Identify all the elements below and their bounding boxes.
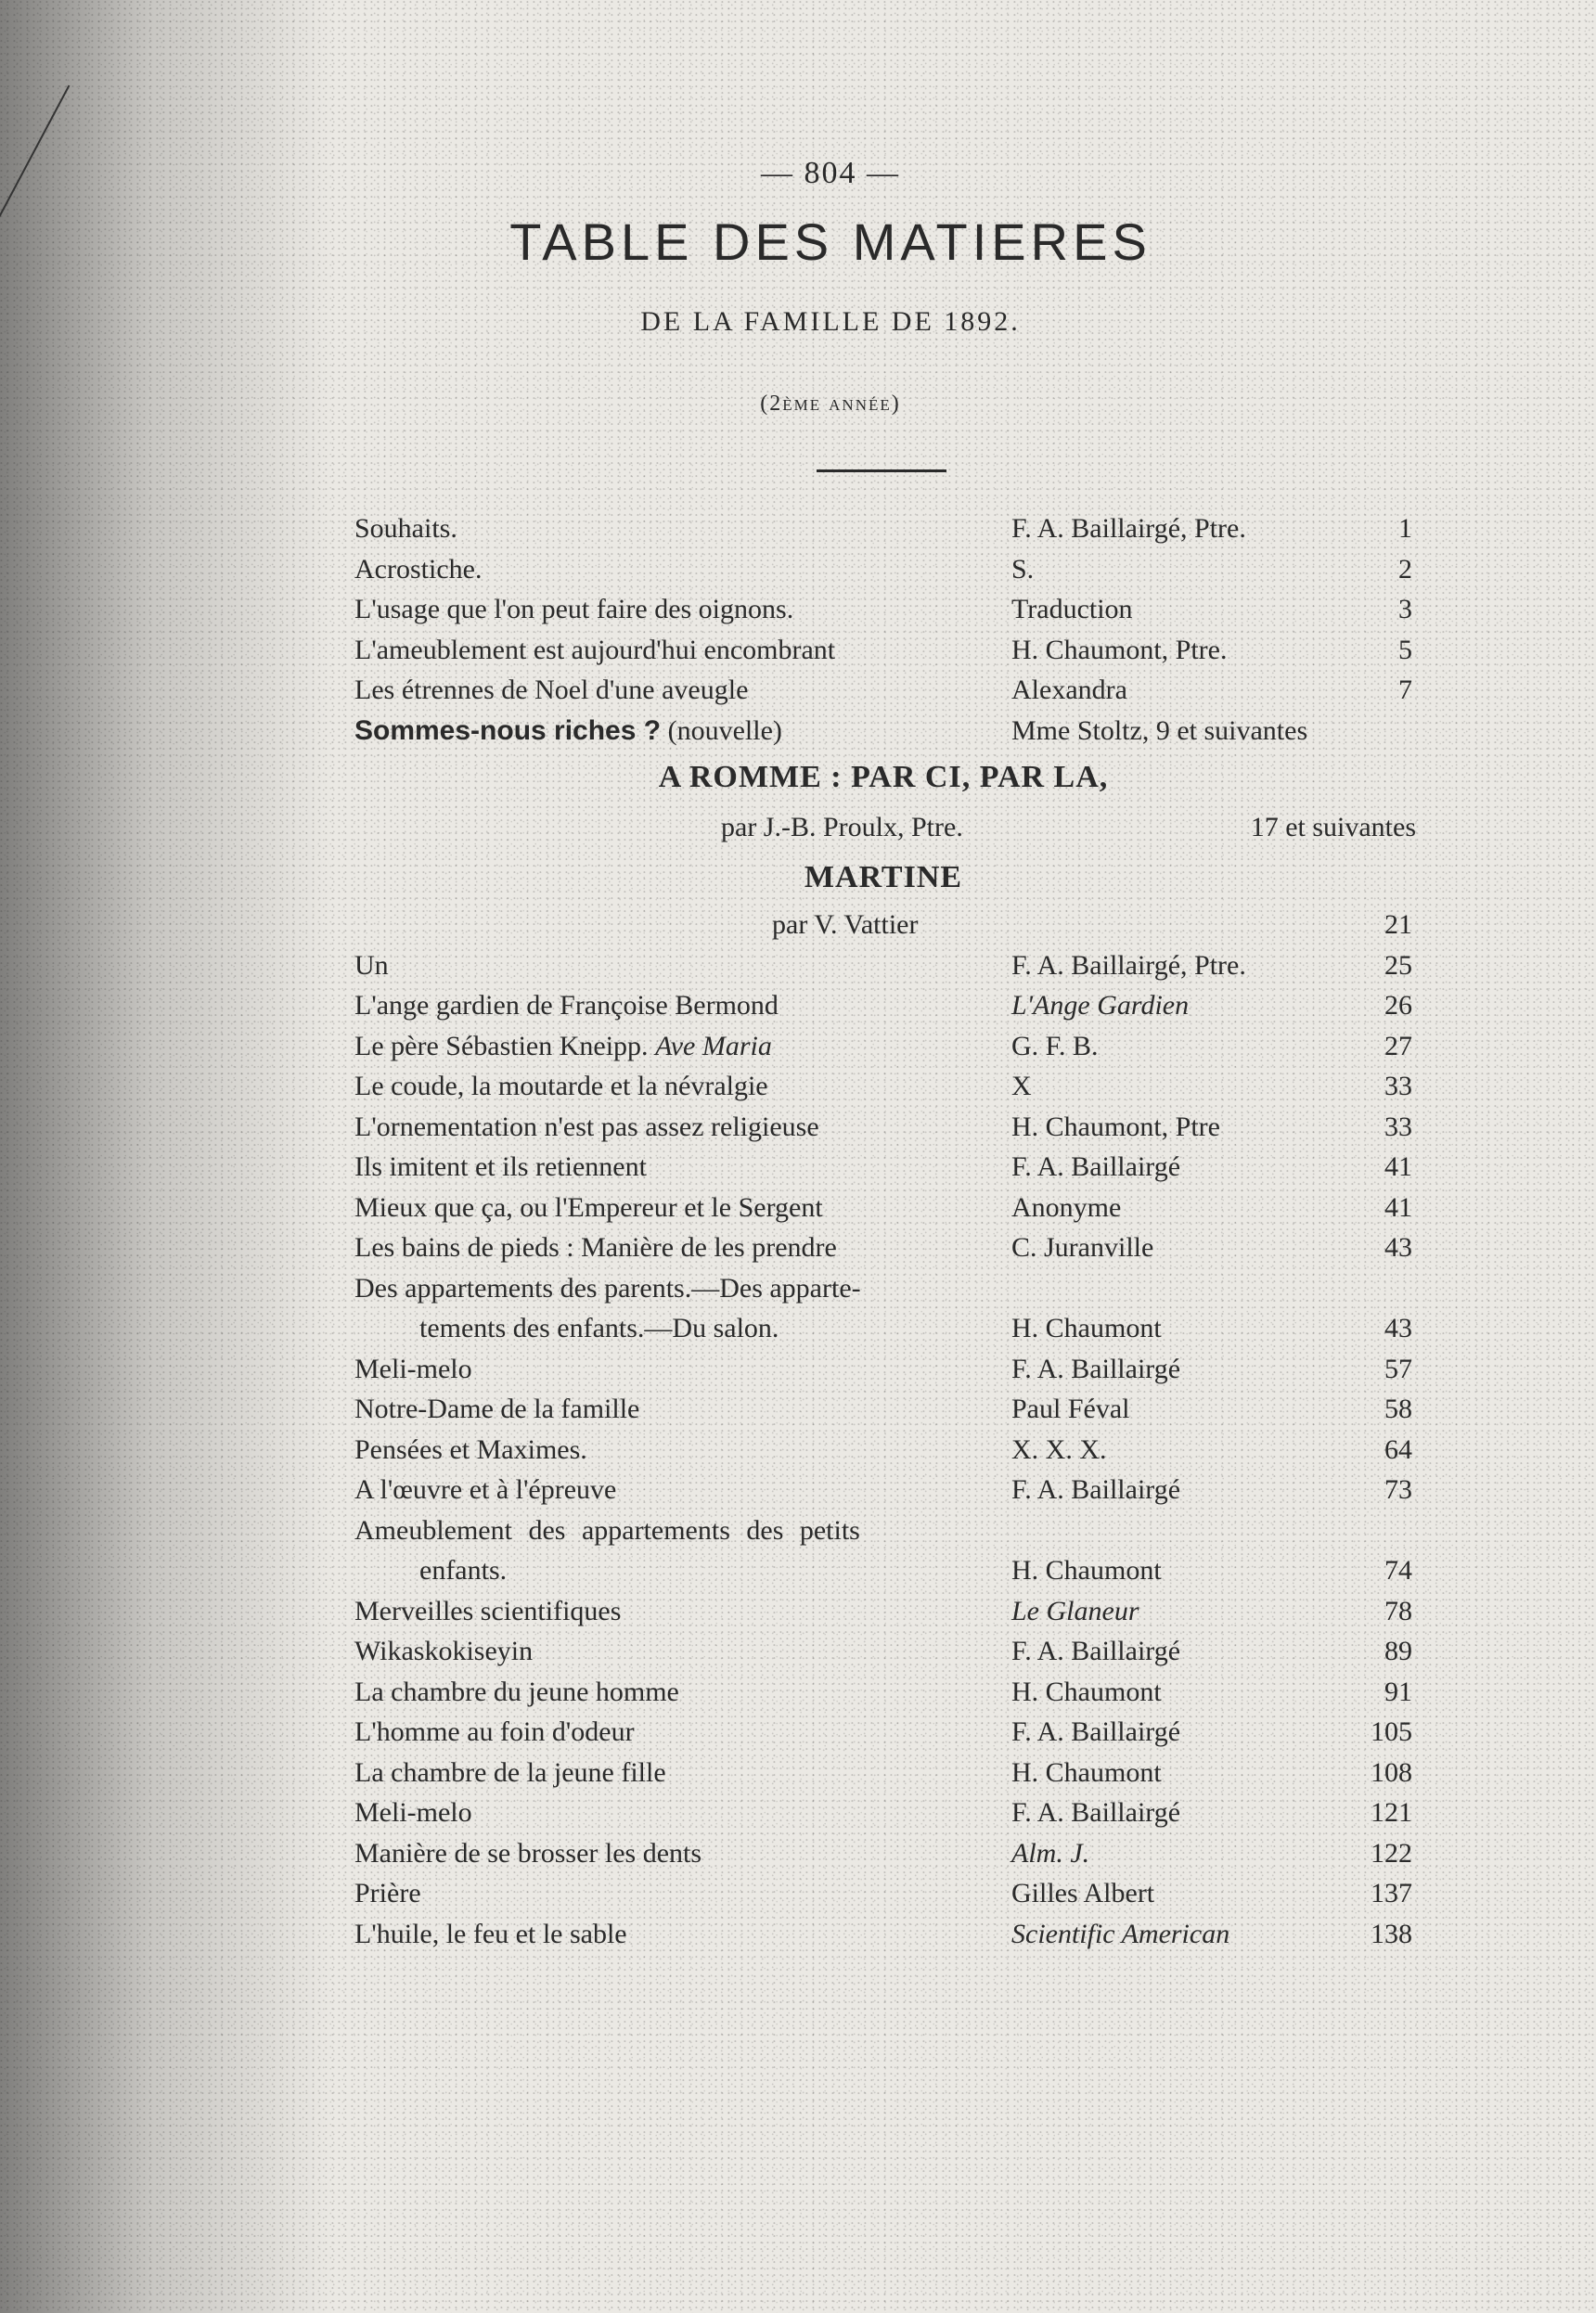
entry-page: 27 — [1384, 1030, 1412, 1061]
entry-author: H. Chaumont — [1011, 1756, 1162, 1788]
entry-author: F. A. Baillairgé — [1011, 1353, 1181, 1384]
section-page: 21 — [1384, 909, 1412, 940]
entry-page: 26 — [1384, 990, 1412, 1021]
entry-title — [354, 1430, 587, 1471]
entry-title — [354, 945, 389, 986]
entry-title-text: L'ameublement est aujourd'hui encombrant — [354, 634, 836, 665]
entry-author: Anonyme — [1011, 1191, 1122, 1223]
entry-author: S. — [1011, 553, 1035, 585]
edition-note: (2ème année) — [760, 392, 901, 416]
page-title: TABLE DES MATIERES — [509, 212, 1152, 271]
entry-author: Gilles Albert — [1011, 1878, 1155, 1908]
toc-entry — [354, 1753, 1412, 1793]
entry-title — [354, 1188, 823, 1228]
entry-title — [354, 1672, 679, 1713]
entry-page: 33 — [1384, 1111, 1412, 1142]
entry-title-text: Le coude, la moutarde et la névralgie — [354, 1071, 768, 1101]
entry-author: H. Chaumont — [1011, 1676, 1162, 1707]
entry-author: Traduction — [1011, 594, 1133, 624]
entry-author: H. Chaumont — [1011, 1555, 1162, 1586]
entry-title — [354, 1793, 472, 1833]
entry-title-text: L'ornementation n'est pas assez religieuse — [354, 1111, 819, 1142]
toc-entry — [354, 1914, 1412, 1955]
entry-author: F. A. Baillairgé — [1011, 1474, 1181, 1505]
entry-title — [354, 1833, 701, 1874]
entry-page: 74 — [1384, 1555, 1412, 1586]
entry-page: 137 — [1371, 1878, 1412, 1908]
toc-entry-appartements-cont — [354, 1308, 1412, 1349]
entry-page: 58 — [1384, 1394, 1412, 1424]
entry-title-bold: Sommes-nous riches ? — [354, 714, 662, 746]
entry-author: Le Glaneur — [1011, 1595, 1139, 1626]
entry-page: 91 — [1384, 1676, 1412, 1707]
toc-entry — [354, 1591, 1412, 1632]
entry-title — [354, 549, 482, 590]
toc-entry — [354, 1188, 1412, 1228]
entry-title-line1: Ameublement des appartements des petits — [354, 1514, 860, 1546]
toc-entry — [354, 508, 1412, 549]
entry-title-text: Prière — [354, 1878, 421, 1908]
section-byline: par V. Vattier — [772, 909, 919, 940]
entry-title-text: Les étrennes de Noel d'une aveugle — [354, 675, 749, 705]
entry-page: 3 — [1398, 594, 1412, 624]
toc-group-2 — [354, 945, 1412, 1268]
page-edge-shadow — [0, 0, 334, 2313]
entry-title — [354, 1147, 647, 1188]
entry-title — [354, 985, 779, 1026]
entry-page: 25 — [1384, 949, 1412, 981]
entry-title-text: Wikaskokiseyin — [354, 1636, 534, 1666]
toc-entry — [354, 670, 1412, 711]
toc-entry — [354, 1470, 1412, 1510]
toc-entry — [354, 589, 1412, 630]
entry-author: X. X. X. — [1011, 1433, 1107, 1465]
entry-title-text: Acrostiche. — [354, 553, 483, 585]
entry-author: Scientific American — [1011, 1918, 1230, 1949]
entry-title-text: Manière de se brosser les dents — [354, 1837, 702, 1869]
section-byline-row-rome — [354, 804, 1416, 851]
section-pages: 17 et suivantes — [1250, 812, 1416, 842]
toc-entry — [354, 1833, 1412, 1874]
toc-entry — [354, 1430, 1412, 1471]
entry-page: 64 — [1384, 1433, 1412, 1465]
entry-page: 1 — [1398, 513, 1412, 544]
entry-author: Alexandra — [1011, 675, 1127, 705]
entry-title-text: Notre-Dame de la famille — [354, 1394, 640, 1424]
toc-entry — [354, 985, 1412, 1026]
section-heading-martine: MARTINE — [804, 860, 963, 894]
entry-title-text: Le père Sébastien Kneipp. — [354, 1030, 649, 1061]
entry-author: C. Juranville — [1011, 1232, 1154, 1263]
entry-title — [354, 1349, 472, 1390]
toc-entry — [354, 549, 1412, 590]
table-of-contents — [354, 508, 1416, 1954]
entry-title-text: Meli-melo — [354, 1797, 472, 1828]
entry-page: 73 — [1384, 1474, 1412, 1505]
entry-page: 7 — [1398, 675, 1412, 705]
entry-author: H. Chaumont — [1011, 1313, 1162, 1343]
entry-title-text: L'huile, le feu et le sable — [354, 1918, 627, 1949]
entry-page: 5 — [1398, 634, 1412, 665]
entry-title-text: A l'œuvre et à l'épreuve — [354, 1474, 617, 1505]
entry-title-text: La chambre de la jeune fille — [354, 1756, 666, 1788]
page-subtitle: DE LA FAMILLE DE 1892. — [640, 306, 1021, 337]
entry-author: X — [1011, 1071, 1032, 1101]
entry-author: H. Chaumont, Ptre — [1011, 1111, 1220, 1142]
entry-title-text: La chambre du jeune homme — [354, 1676, 679, 1707]
entry-title-text: L'usage que l'on peut faire des oignons. — [354, 594, 794, 624]
toc-entry — [354, 945, 1412, 986]
entry-author-pages: Mme Stoltz, 9 et suivantes — [1011, 714, 1308, 746]
section-heading-rome: A ROMME : PAR CI, PAR LA, — [658, 760, 1109, 794]
entry-title — [354, 1631, 533, 1672]
entry-page: 122 — [1371, 1837, 1412, 1869]
toc-entry — [354, 630, 1412, 671]
entry-title — [354, 1389, 639, 1430]
entry-author: Paul Féval — [1011, 1394, 1130, 1424]
toc-entry — [354, 1147, 1412, 1188]
entry-page: 57 — [1384, 1353, 1412, 1384]
page-number: — 804 — — [761, 156, 900, 190]
toc-entry — [354, 1672, 1412, 1713]
entry-title — [354, 1107, 819, 1148]
entry-title — [354, 508, 457, 549]
entry-author: F. A. Baillairgé, Ptre. — [1011, 513, 1246, 544]
entry-title — [354, 1712, 635, 1753]
entry-author: H. Chaumont, Ptre. — [1011, 634, 1228, 665]
section-byline: par J.-B. Proulx, Ptre. — [721, 812, 963, 842]
entry-author: Alm. J. — [1011, 1837, 1090, 1869]
entry-note: (nouvelle) — [667, 714, 782, 746]
entry-page: 108 — [1371, 1756, 1412, 1788]
entry-author: F. A. Baillairgé — [1011, 1716, 1181, 1747]
entry-title-text: Meli-melo — [354, 1353, 472, 1384]
entry-title — [354, 630, 835, 671]
entry-title — [354, 1914, 627, 1955]
entry-page: 89 — [1384, 1636, 1412, 1666]
title-rule — [817, 469, 946, 472]
entry-title — [354, 1227, 837, 1268]
toc-entry — [354, 1227, 1412, 1268]
entry-page: 138 — [1371, 1918, 1412, 1949]
entry-title-line1: Des appartements des parents.—Des apparte- — [354, 1272, 861, 1304]
entry-page: 41 — [1384, 1151, 1412, 1182]
entry-title — [354, 711, 782, 752]
entry-title-text: Ils imitent et ils retiennent — [354, 1151, 647, 1182]
entry-title-source: Ave Maria — [655, 1030, 772, 1061]
toc-entry-serial — [354, 711, 1412, 752]
entry-title-line2: tements des enfants.—Du salon. — [419, 1313, 779, 1343]
entry-page: 78 — [1384, 1595, 1412, 1626]
entry-page: 41 — [1384, 1191, 1412, 1223]
entry-title — [354, 1470, 616, 1510]
toc-group-1 — [354, 508, 1412, 711]
entry-author: F. A. Baillairgé — [1011, 1636, 1181, 1666]
entry-title — [354, 1026, 772, 1067]
entry-title-text: L'ange gardien de Françoise Bermond — [354, 990, 779, 1021]
entry-title — [354, 670, 748, 711]
entry-page: 105 — [1371, 1716, 1412, 1747]
entry-title — [354, 1753, 666, 1793]
entry-title-text: Les bains de pieds : Manière de les prendre — [354, 1232, 837, 1263]
entry-title-text: Un — [354, 949, 389, 981]
entry-title-text: L'homme au foin d'odeur — [354, 1716, 635, 1747]
toc-entry — [354, 1389, 1412, 1430]
entry-author: F. A. Baillairgé — [1011, 1151, 1181, 1182]
toc-entry-ameublement — [354, 1510, 1412, 1551]
entry-author: F. A. Baillairgé — [1011, 1797, 1181, 1828]
section-byline-row-martine — [354, 905, 1412, 945]
entry-author: G. F. B. — [1011, 1030, 1099, 1061]
toc-entry — [354, 1631, 1412, 1672]
toc-entry — [354, 1712, 1412, 1753]
toc-entry-appartements — [354, 1268, 1412, 1309]
toc-entry — [354, 1066, 1412, 1107]
toc-entry — [354, 1026, 1412, 1067]
entry-author: F. A. Baillairgé, Ptre. — [1011, 949, 1246, 981]
entry-title — [354, 1873, 421, 1914]
entry-title — [354, 1066, 768, 1107]
entry-page: 33 — [1384, 1071, 1412, 1101]
entry-title — [354, 1591, 621, 1632]
entry-author: L'Ange Gardien — [1011, 990, 1190, 1021]
toc-entry — [354, 1793, 1412, 1833]
toc-entry-ameublement-cont — [354, 1550, 1412, 1591]
entry-title — [354, 589, 793, 630]
entry-page: 43 — [1384, 1232, 1412, 1263]
toc-group-3 — [354, 1349, 1412, 1510]
toc-entry — [354, 1107, 1412, 1148]
entry-title-text: Mieux que ça, ou l'Empereur et le Sergent — [354, 1191, 823, 1223]
toc-group-4 — [354, 1591, 1412, 1955]
toc-entry — [354, 1873, 1412, 1914]
toc-entry — [354, 1349, 1412, 1390]
entry-page: 43 — [1384, 1313, 1412, 1343]
entry-page: 121 — [1371, 1797, 1412, 1828]
entry-title-text: Souhaits. — [354, 513, 457, 544]
entry-title-text: Pensées et Maximes. — [354, 1433, 587, 1465]
entry-title-line2: enfants. — [419, 1555, 508, 1586]
entry-title-text: Merveilles scientifiques — [354, 1595, 622, 1626]
entry-page: 2 — [1398, 553, 1412, 585]
